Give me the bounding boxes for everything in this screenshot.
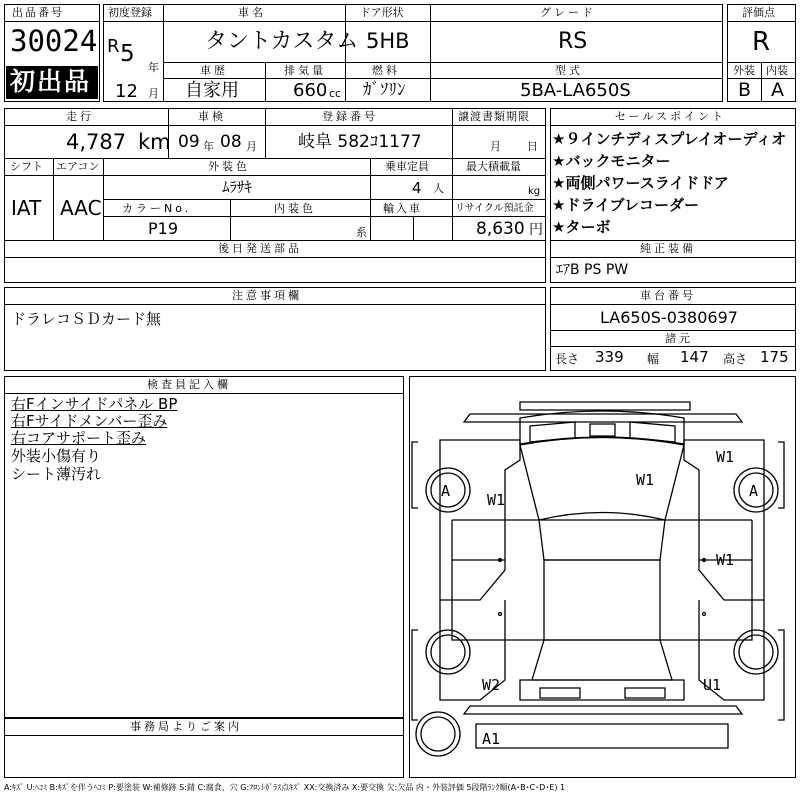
capacity-header: 乗車定員 [385, 160, 429, 173]
spare-mark: A1 [482, 730, 501, 748]
grade-value: RS [558, 29, 588, 54]
history-value: 自家用 [185, 80, 239, 101]
chassis-value: LA650S-0380697 [600, 308, 738, 327]
height-label: 高さ [723, 352, 748, 366]
shift-value: IAT [11, 196, 42, 220]
mileage-header: 走行 [66, 110, 94, 123]
genuine-header: 純正装備 [640, 242, 696, 255]
hood-mark: W1 [636, 471, 655, 489]
width-value: 147 [680, 348, 709, 366]
sales-point-3: ★両側パワースライドドア [552, 174, 729, 192]
displacement-header: 排気量 [284, 64, 326, 77]
aircon-value: AAC [60, 196, 102, 220]
notes-text: ドラレコＳＤカード無 [11, 310, 162, 328]
inspector-line-5: シート薄汚れ [11, 465, 102, 483]
displacement-value: 660 [293, 80, 328, 101]
quarter-l-mark: W2 [482, 676, 501, 694]
inspector-line-4: 外装小傷有り [11, 447, 102, 465]
capacity-value: 4 [412, 179, 422, 197]
registration-header: 初度登録 [108, 6, 152, 19]
color-no-value: P19 [148, 219, 179, 238]
inspector-header: 検査員記入欄 [147, 378, 231, 391]
interior-color-unit: 系 [356, 226, 367, 239]
model-value: 5BA-LA650S [520, 80, 631, 101]
inspection-year-unit: 年 [203, 140, 214, 153]
sales-point-2: ★バックモニター [552, 152, 671, 170]
fender-r-mark: W1 [716, 448, 735, 466]
car-name-header: 車名 [238, 6, 266, 19]
color-no-header: カラーNo. [122, 202, 192, 215]
transfer-header: 譲渡書類期限 [458, 110, 530, 123]
length-value: 339 [595, 348, 624, 366]
inspection-year: 09 [178, 132, 200, 152]
sales-point-1: ★９インチディスプレイオーディオ [552, 130, 787, 148]
recycle-header: リサイクル預託金 [455, 203, 534, 214]
specs-header: 諸元 [665, 332, 693, 345]
later-parts-header: 後日発送部品 [218, 242, 302, 255]
sales-point-4: ★ドライブレコーダー [552, 196, 699, 214]
door-header: ドア形状 [360, 6, 404, 19]
fuel-value: ｶﾞｿﾘﾝ [363, 80, 406, 100]
car-name: タントカスタム [205, 29, 359, 54]
transfer-day-unit: 日 [527, 140, 538, 153]
width-label: 幅 [647, 352, 660, 366]
max-load-unit: kg [528, 186, 541, 197]
sales-points-header: セールスポイント [615, 110, 727, 123]
max-load-header: 最大積載量 [466, 160, 521, 173]
rating-ext: B [738, 79, 752, 101]
chassis-header: 車台番号 [640, 289, 696, 302]
lot-header: 出品番号 [12, 6, 64, 19]
rating-int: A [771, 79, 784, 101]
registration-month: 12 [115, 81, 138, 102]
door-r-mark: W1 [716, 551, 735, 569]
registration-year-unit: 年 [148, 61, 159, 74]
rating-overall: R [752, 27, 771, 57]
history-header: 車歴 [200, 64, 228, 77]
legend-text: A:ｷｽﾞ U:ﾍｺﾐ B:ｷｽﾞを伴うﾍｺﾐ P:要塗装 W:補修跡 S:錆 C:腐食、穴 G:ﾌﾛﾝﾄｶﾞﾗｽ点ｷｽﾞ XX:交換済み X:要交換 欠:欠品 内・外装評価 5段階ﾗﾝｸ順(A･B･C･D･E) 1 [4, 783, 566, 792]
notes-header: 注意事項欄 [232, 289, 302, 302]
first-listing-text: 初出品 [10, 67, 92, 96]
plate-header: 登録番号 [322, 110, 378, 123]
transfer-month-unit: 月 [490, 140, 501, 153]
mileage-unit: km [138, 130, 171, 154]
import-header: 輸入車 [383, 202, 422, 215]
tire-fl-mark: A [441, 482, 451, 500]
door-value: 5HB [366, 29, 410, 53]
tire-fr-mark: A [749, 482, 759, 500]
exterior-color-value: ﾑﾗｻｷ [222, 178, 253, 196]
genuine-value: ｴｱB PS PW [556, 262, 629, 278]
mileage-value: 4,787 [66, 130, 127, 154]
rating-int-header: 内装 [766, 64, 788, 77]
height-value: 175 [760, 348, 789, 366]
registration-era: R [107, 36, 120, 57]
fender-l-mark: W1 [487, 491, 506, 509]
capacity-unit: 人 [433, 182, 444, 195]
car-diagram [409, 376, 796, 778]
recycle-unit: 円 [529, 222, 543, 238]
fuel-header: 燃料 [372, 64, 400, 77]
office-header: 事務局よりご案内 [130, 720, 242, 733]
rating-ext-header: 外装 [733, 64, 755, 77]
grade-header: グレード [540, 6, 596, 19]
rating-header: 評価点 [742, 6, 775, 19]
inspector-line-2: 右Fサイドメンバー歪み [11, 412, 168, 430]
registration-month-unit: 月 [148, 87, 159, 100]
displacement-unit: cc [329, 87, 342, 100]
plate-value: 岐阜 582ｺ1177 [298, 132, 422, 152]
inspector-line-3: 右コアサポート歪み [11, 429, 147, 447]
shift-header: シフト [10, 160, 43, 173]
aircon-header: エアコン [56, 160, 100, 173]
quarter-r-mark: U1 [703, 676, 722, 694]
recycle-value: 8,630 [476, 219, 525, 239]
model-header: 型式 [555, 64, 583, 77]
inspection-header: 車検 [198, 110, 226, 123]
inspection-month: 08 [220, 132, 242, 152]
exterior-color-header: 外装色 [208, 160, 250, 173]
inspector-line-1: 右Fインサイドパネル BP [11, 395, 178, 413]
registration-year: 5 [120, 41, 135, 67]
interior-color-header: 内装色 [274, 202, 316, 215]
length-label: 長さ [555, 352, 580, 366]
inspection-month-unit: 月 [246, 140, 257, 153]
lot-number: 30024 [10, 24, 98, 58]
sales-point-5: ★ターボ [552, 218, 611, 236]
